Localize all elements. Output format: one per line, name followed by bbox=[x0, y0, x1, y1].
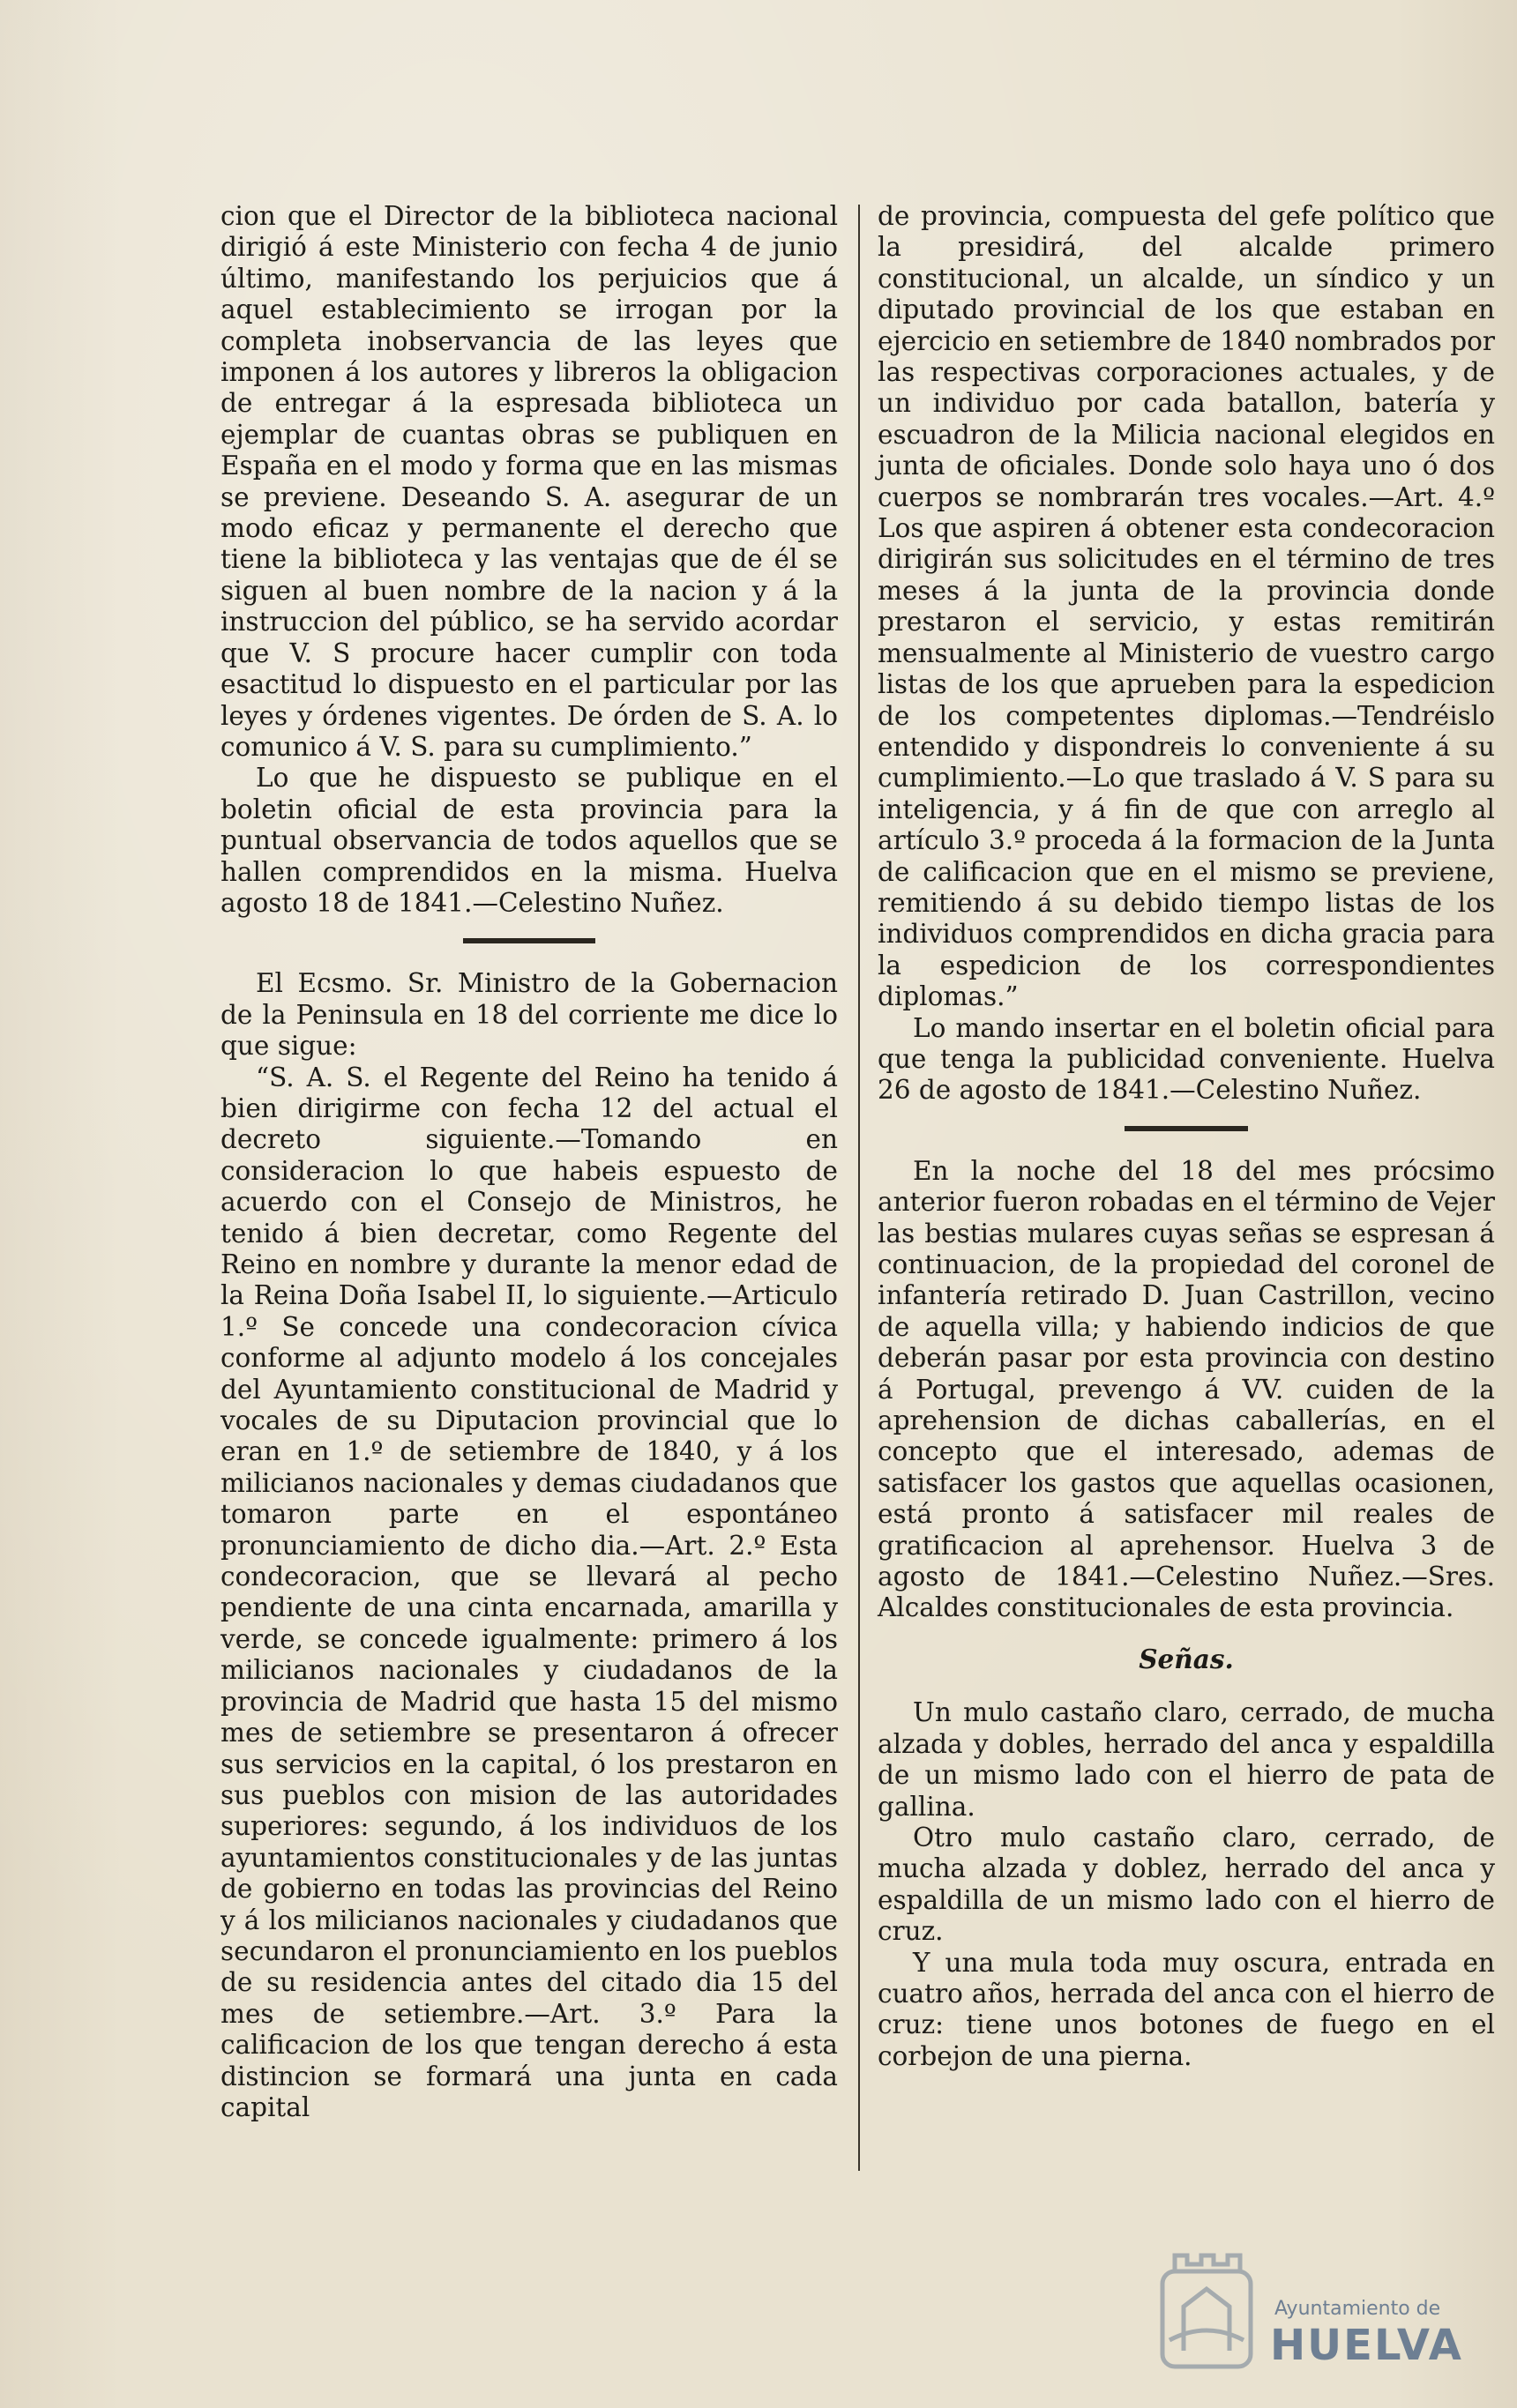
right-column bbox=[878, 201, 1495, 2072]
left-paragraph-3: El Ecsmo. Sr. Ministro de la Gobernacion de la Peninsula en 18 del corriente me dice lo que sigue: bbox=[220, 968, 838, 1062]
left-paragraph-4: “S. A. S. el Regente del Reino ha tenido á bien dirigirme con fecha 12 del actual el decreto siguiente.—Tomando en consideracion lo que habeis espuesto de acuerdo con el Consejo de Ministros, he tenido á bien decretar, como Regente del Reino en nombre y durante la menor edad de la Reina Doña Isabel II, lo siguiente.—Articulo 1.º Se concede una condecoracion cívica conforme al adjunto modelo á los concejales del Ayuntamiento constitucional de Madrid y vocales de su Diputacion provincial que lo eran en 1.º de setiembre de 1840, y á los milicianos nacionales y demas ciudadanos que tomaron parte en el espontáneo pronunciamiento de dicho dia.—Art. 2.º Esta condecoracion, que se llevará al pecho pendiente de una cinta encarnada, amarilla y verde, se concede igualmente: primero á los milicianos nacionales y ciudadanos de la provincia de Madrid que hasta 15 del mismo mes de setiembre se presentaron á ofrecer sus servicios en la capital, ó los prestaron en sus pueblos con mision de las autoridades superiores: segundo, á los individuos de los ayuntamientos constitucionales y de las juntas de gobierno en todas las provincias del Reino y á los milicianos nacionales y ciudadanos que secundaron el pronunciamiento en los pueblos de su residencia antes del citado dia 15 del mes de setiembre.—Art. 3.º Para la calificacion de los que tengan derecho á esta distincion se formará una junta en cada capital bbox=[220, 1062, 838, 2122]
senas-heading: Señas. bbox=[1139, 1643, 1234, 1674]
left-column bbox=[220, 201, 838, 2123]
left-paragraph-2: Lo que he dispuesto se publique en el boletin oficial de esta provincia para la puntual observancia de todos aquellos que se hallen comprendidos en la misma. Huelva agosto 18 de 1841.—Celestino Nuñez. bbox=[220, 763, 838, 918]
section-separator bbox=[463, 938, 595, 943]
right-paragraph-2: Lo mando insertar en el boletin oficial para que tenga la publicidad conveniente. Huelva 26 de agosto de 1841.—Celestino Nuñez. bbox=[878, 1012, 1495, 1106]
description-item-2: Otro mulo castaño claro, cerrado, de mucha alzada y doblez, herrado del anca y espaldilla de un mismo lado con el hierro de cruz. bbox=[878, 1822, 1495, 1947]
section-separator bbox=[1125, 1126, 1248, 1131]
left-paragraph-1: cion que el Director de la biblioteca nacional dirigió á este Ministerio con fecha 4 de junio último, manifestando los perjuicios que á aquel establecimiento se irrogan por la completa inobservancia de las leyes que imponen á los autores y libreros la obligacion de entregar á la espresada biblioteca un ejemplar de cuantas obras se publiquen en España en el modo y forma que en las mismas se previene. Deseando S. A. asegurar de un modo eficaz y permanente el derecho que tiene la biblioteca y las ventajas que de él se siguen al buen nombre de la nacion y á la instruccion del público, se ha servido acordar que V. S procure hacer cumplir con toda esactitud lo dispuesto en el particular por las leyes y órdenes vigentes. De órden de S. A. lo comunico á V. S. para su cumplimiento.” bbox=[220, 201, 838, 762]
column-divider bbox=[858, 205, 860, 2171]
right-paragraph-1: de provincia, compuesta del gefe político que la presidirá, del alcalde primero constitucional, un alcalde, un síndico y un diputado provincial de los que estaban en ejercicio en setiembre de 1840 nombrados por las respectivas corporaciones actuales, y de un individuo por cada batallon, batería y escuadron de la Milicia nacional elegidos en junta de oficiales. Donde solo haya uno ó dos cuerpos se nombrarán tres vocales.—Art. 4.º Los que aspiren á obtener esta condecoracion dirigirán sus solicitudes en el término de tres meses á la junta de la provincia donde prestaron el servicio, y estas remitirán mensualmente al Ministerio de vuestro cargo listas de los que aprueben para la espedicion de los competentes diplomas.—Tendréislo entendido y dispondreis lo conveniente á su cumplimiento.—Lo que traslado á V. S para su inteligencia, y á fin de que con arreglo al artículo 3.º proceda á la formacion de la Junta de calificacion que en el mismo se previene, remitiendo á su debido tiempo listas de los individuos comprendidos en dicha gracia para la espedicion de los correspondientes diplomas.” bbox=[878, 201, 1495, 1012]
right-paragraph-3: En la noche del 18 del mes prócsimo anterior fueron robadas en el término de Vejer las bestias mulares cuyas señas se espresan á continuacion, de la propiedad del coronel de infantería retirado D. Juan Castrillon, vecino de aquella villa; y habiendo indicios de que deberán pasar por esta provincia con destino á Portugal, prevengo á VV. cuiden de la aprehension de dichas caballerías, en el concepto que el interesado, ademas de satisfacer los gastos que aquellas ocasionen, está pronto á satisfacer mil reales de gratificacion al aprehensor. Huelva 3 de agosto de 1841.—Celestino Nuñez.—Sres. Alcaldes constitucionales de esta provincia. bbox=[878, 1155, 1495, 1623]
watermark-top-text: Ayuntamiento de bbox=[1274, 2298, 1441, 2320]
description-item-1: Un mulo castaño claro, cerrado, de mucha alzada y dobles, herrado del anca y espaldilla de un mismo lado con el hierro de pata de gallina. bbox=[878, 1697, 1495, 1822]
watermark-main-text: HUELVA bbox=[1270, 2321, 1463, 2370]
description-item-3: Y una mula toda muy oscura, entrada en cuatro años, herrada del anca con el hierro de cruz: tiene unos botones de fuego en el corbejon de una pierna. bbox=[878, 1947, 1495, 2071]
